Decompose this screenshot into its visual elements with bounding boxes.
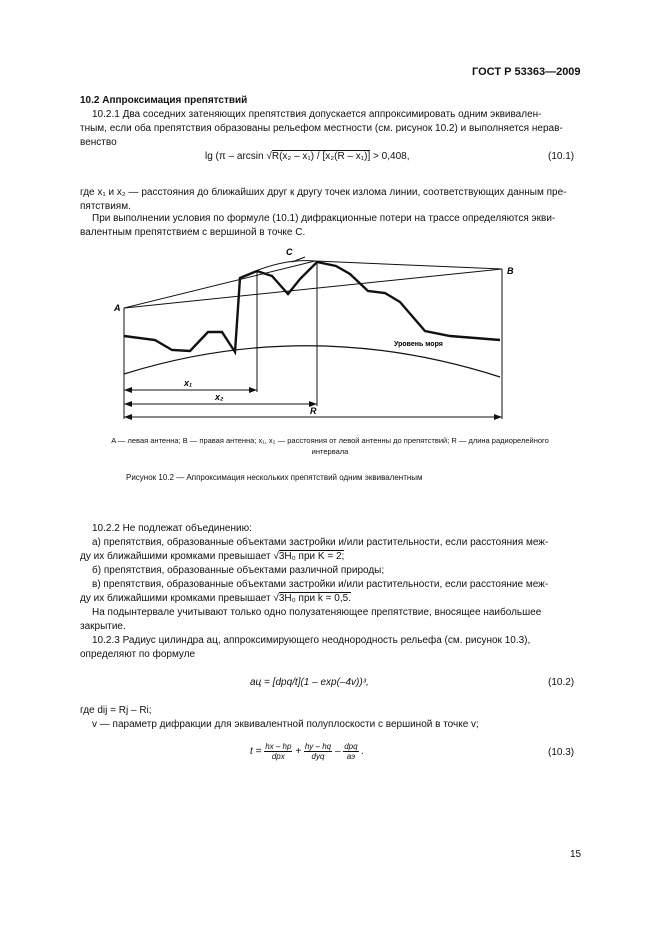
paragraph-line: 10.2.1 Два соседних затеняющих препятствия допускается аппроксимировать одним эквивален- [92, 109, 542, 120]
standard-number: ГОСТ Р 53363—2009 [472, 66, 581, 78]
fraction-numerator: hx – hp [265, 742, 292, 751]
fraction-denominator: dpx [271, 752, 285, 761]
fraction-numerator: dpq [344, 742, 358, 751]
label-b: B [507, 266, 514, 276]
paragraph-line: При выполнении условия по формуле (10.1) дифракционные потери на трассе определяются экви- [92, 213, 556, 224]
legend-line: A — левая антенна; B — правая антенна; x₁, x₂ — расстояния от левой антенны до препятствий; R — длина радиорелейного [111, 436, 549, 445]
paragraph-line: валентным препятствием с вершиной в точке C. [80, 227, 306, 238]
arrow-head [249, 387, 257, 393]
text-span: ду их ближайшими кромками превышает [80, 551, 274, 562]
fraction [304, 742, 332, 761]
eq1-prefix: lg (π – arcsin [205, 151, 267, 162]
fraction-denominator: aэ [346, 752, 356, 761]
label-x2: x₂ [215, 392, 224, 402]
eq3-lhs: t = [250, 746, 262, 758]
label-c: C [286, 247, 293, 257]
label-x1: x₁ [184, 378, 193, 388]
equation-10-1 [205, 150, 409, 164]
sqrt-sign: √ [273, 593, 279, 604]
text-span: 3H₀ при k = 0,5. [278, 593, 351, 604]
arrow-head [494, 414, 502, 420]
equation-10-2: aц = [dpq/t](1 – exp(–4v))³, [250, 677, 369, 688]
text-span: 3H₀ при K = 2; [278, 551, 345, 562]
paragraph-line: 10.2.3 Радиус цилиндра aц, аппроксимирующего неоднородность рельефа (см. рисунок 10.3), [92, 635, 531, 646]
sqrt-sign: √ [266, 151, 272, 162]
label-a: A [114, 303, 121, 313]
eq3-operator: – [334, 746, 341, 758]
list-item-a-cont [80, 550, 344, 564]
eq3-operator: + [295, 746, 302, 758]
sqrt-sign: √ [273, 551, 279, 562]
figure-legend [40, 435, 620, 457]
where-line: v — параметр дифракции для эквивалентной полуплоскости с вершиной в точке v; [92, 719, 479, 730]
page-number: 15 [570, 849, 582, 860]
fraction [264, 742, 292, 761]
list-item-c: в) препятствия, образованные объектами застройки и/или растительности, если расстояние меж- [92, 579, 549, 590]
section-heading: 10.2 Аппроксимация препятствий [80, 95, 248, 106]
eq1-suffix: > 0,408, [370, 151, 410, 162]
paragraph-line: закрытие. [80, 621, 126, 632]
arrow-head [124, 414, 132, 420]
list-item-c-cont [80, 592, 351, 606]
equation-number: (10.3) [548, 747, 575, 758]
label-r: R [310, 406, 317, 416]
equation-number: (10.1) [548, 151, 575, 162]
line-a-c [124, 261, 315, 308]
where-line: где dij = Rj – Ri; [80, 705, 152, 716]
equation-10-3 [250, 742, 364, 761]
line-c-b [315, 261, 502, 269]
paragraph-line: венство [80, 137, 117, 148]
fraction [343, 742, 358, 761]
equation-number: (10.2) [548, 677, 575, 688]
fraction-numerator: hy – hq [304, 742, 332, 751]
arrow-head [124, 387, 132, 393]
paragraph-line: 10.2.2 Не подлежат объединению: [92, 523, 252, 534]
figure-obstacle-diagram [110, 244, 530, 430]
text-span: ду их ближайшими кромками превышает [80, 593, 274, 604]
paragraph-line: пятствиям. [80, 201, 131, 212]
line-a-b [124, 269, 502, 308]
fraction-denominator: dyq [311, 752, 325, 761]
label-sea-level: Уровень моря [394, 341, 443, 348]
eq3-end: . [361, 746, 365, 758]
figure-caption: Рисунок 10.2 — Аппроксимация нескольких препятствий одним эквивалентным [126, 473, 423, 482]
paragraph-line: На подынтервале учитывают только одно полузатеняющее препятствие, вносящее наибольшее [92, 607, 542, 618]
paragraph-line: где x₁ и x₂ — расстояния до ближайших друг к другу точек излома линии, соответствующих данным пре- [80, 187, 567, 198]
list-item-b: б) препятствия, образованные объектами различной природы; [92, 565, 385, 576]
legend-line: интервала [311, 447, 349, 456]
eq1-radicand: R(x₂ – x₁) / [x₂(R – x₁)] [271, 151, 371, 162]
list-item-a: а) препятствия, образованные объектами застройки и/или растительности, если расстояния меж- [92, 537, 549, 548]
paragraph-line: определяют по формуле [80, 649, 196, 660]
arrow-head [124, 401, 132, 407]
paragraph-line: тным, если оба препятствия образованы рельефом местности (см. рисунок 10.2) и выполняется нерав- [80, 123, 563, 134]
